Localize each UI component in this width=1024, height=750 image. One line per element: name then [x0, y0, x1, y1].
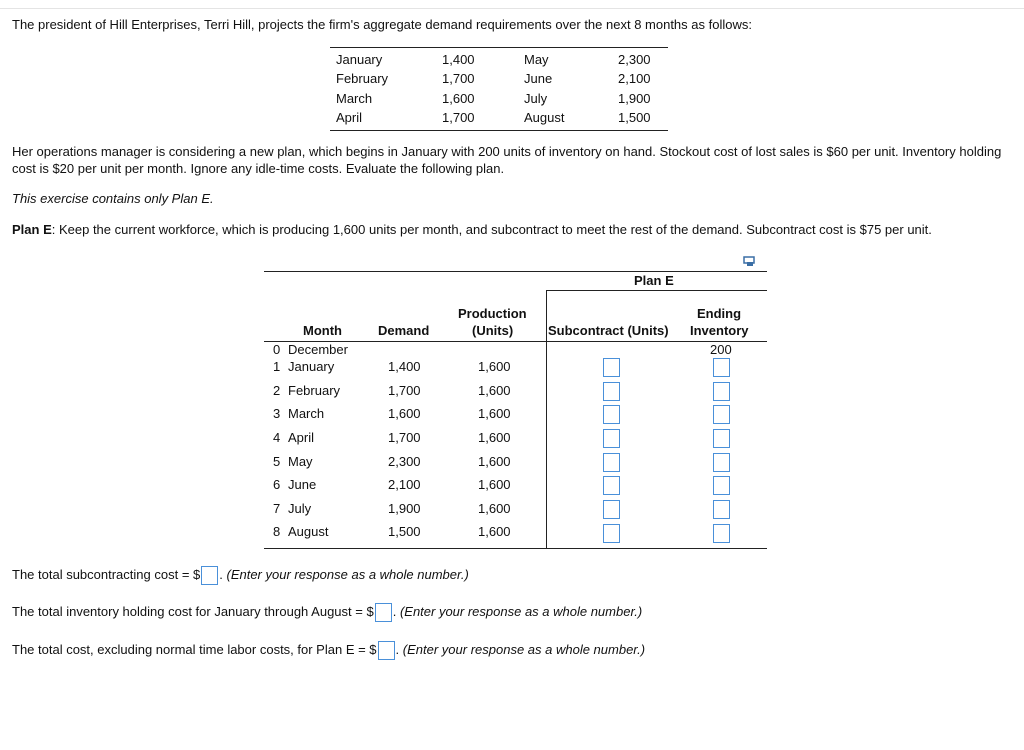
- question-note: (Enter your response as a whole number.): [399, 603, 643, 619]
- question-note: (Enter your response as a whole number.): [402, 641, 646, 657]
- plan-desc-text: : Keep the current workforce, which is producing 1,600 units per month, and subcontract to meet the rest of the demand. Subcontract cost is $75 per unit.: [51, 222, 932, 237]
- question-label: The total cost, excluding normal time labor costs, for Plan E = $: [12, 641, 377, 657]
- ending-inventory-input[interactable]: [713, 405, 730, 424]
- holding-cost-input[interactable]: [375, 603, 392, 622]
- row-month: June: [288, 477, 317, 492]
- row-num: 2: [273, 383, 281, 398]
- row-demand: 1,400: [388, 359, 421, 374]
- row-production: 1,600: [478, 406, 511, 421]
- top-divider: [0, 8, 1024, 9]
- row-production: 1,600: [478, 477, 511, 492]
- table-top-rule: [264, 271, 767, 272]
- row-production: 1,600: [478, 430, 511, 445]
- header-ending: Ending: [697, 306, 742, 321]
- plan-description: [12, 222, 932, 237]
- header-inventory: Inventory: [690, 323, 749, 338]
- subcontract-input[interactable]: [603, 453, 620, 472]
- demand-value: 1,700: [442, 110, 475, 125]
- ending-inventory-input[interactable]: [713, 358, 730, 377]
- intro-text: The president of Hill Enterprises, Terri Hill, projects the firm's aggregate demand requirements over the next 8 months as follows:: [12, 17, 752, 32]
- row-production: 1,600: [478, 524, 511, 539]
- subcontract-input[interactable]: [603, 524, 620, 543]
- header-subcontract: Subcontract (Units): [548, 323, 669, 338]
- ending-inventory-input[interactable]: [713, 382, 730, 401]
- row-num: 4: [273, 430, 281, 445]
- question-label: The total inventory holding cost for January through August = $: [12, 603, 374, 619]
- demand-table: [330, 47, 668, 131]
- demand-value: 1,700: [442, 71, 475, 86]
- row-month: January: [288, 359, 335, 374]
- row-num: 5: [273, 454, 281, 469]
- header-demand: Demand: [378, 323, 430, 338]
- row-month: July: [288, 501, 312, 516]
- question-holding-cost: The total inventory holding cost for January through August = $ . (Enter your response as a whole number.): [12, 603, 642, 622]
- total-cost-input[interactable]: [378, 641, 395, 660]
- table-bottom-rule: [264, 548, 767, 549]
- row-month: May: [288, 454, 313, 469]
- row-demand: 1,500: [388, 524, 421, 539]
- subcontract-input[interactable]: [603, 476, 620, 495]
- row-production: 1,600: [478, 454, 511, 469]
- row-demand: 1,700: [388, 430, 421, 445]
- demand-value: 1,500: [618, 110, 651, 125]
- demand-month: August: [524, 110, 565, 125]
- subcontract-input[interactable]: [603, 500, 620, 519]
- question-note: (Enter your response as a whole number.): [226, 566, 469, 582]
- ending-inventory-input[interactable]: [713, 524, 730, 543]
- row-month: February: [288, 383, 341, 398]
- exercise-note: This exercise contains only Plan E.: [12, 191, 214, 206]
- row-month: March: [288, 406, 325, 421]
- row-demand: 1,700: [388, 383, 421, 398]
- row-month: August: [288, 524, 329, 539]
- row-demand: 2,300: [388, 454, 421, 469]
- demand-month: February: [336, 71, 389, 86]
- header-production-units: (Units): [472, 323, 514, 338]
- row-demand: 1,600: [388, 406, 421, 421]
- row-month: December: [288, 342, 348, 357]
- demand-value: 1,600: [442, 91, 475, 106]
- demand-value: 2,100: [618, 71, 651, 86]
- header-month: Month: [303, 323, 342, 338]
- ending-inventory-input[interactable]: [713, 476, 730, 495]
- demand-value: 1,400: [442, 52, 475, 67]
- row-num: 0: [273, 342, 281, 357]
- subcontract-input[interactable]: [603, 358, 620, 377]
- ending-inventory-input[interactable]: [713, 500, 730, 519]
- row-num: 3: [273, 406, 281, 421]
- header-production: Production: [458, 306, 527, 321]
- question-total-cost: The total cost, excluding normal time labor costs, for Plan E = $ . (Enter your response as a whole number.): [12, 641, 645, 660]
- row-num: 6: [273, 477, 281, 492]
- subcontract-input[interactable]: [603, 382, 620, 401]
- demand-month: January: [336, 52, 383, 67]
- row-num: 1: [273, 359, 281, 374]
- row-demand: 2,100: [388, 477, 421, 492]
- row-demand: 1,900: [388, 501, 421, 516]
- ending-inventory-input[interactable]: [713, 453, 730, 472]
- question-label: The total subcontracting cost = $: [12, 566, 201, 582]
- demand-month: April: [336, 110, 363, 125]
- plan-divider: [546, 291, 547, 548]
- scenario-paragraph: Her operations manager is considering a new plan, which begins in January with 200 units of inventory on hand. Stockout cost of lost sales is $60 per unit. Inventory holding cost is $20 per unit per month. Ignore any idle-time costs. Evaluate the following plan.: [12, 144, 1002, 176]
- subcontract-cost-input[interactable]: [201, 566, 218, 585]
- question-subcontract-cost: The total subcontracting cost = $ . (Enter your response as a whole number.): [12, 566, 469, 585]
- row-num: 8: [273, 524, 281, 539]
- row-production: 1,600: [478, 383, 511, 398]
- plan-label: Plan E: [12, 222, 52, 237]
- subcontract-input[interactable]: [603, 429, 620, 448]
- copy-icon[interactable]: [743, 256, 757, 268]
- demand-value: 2,300: [618, 52, 651, 67]
- initial-inventory: 200: [710, 342, 732, 357]
- demand-month: May: [524, 52, 549, 67]
- demand-month: March: [336, 91, 373, 106]
- row-production: 1,600: [478, 359, 511, 374]
- row-num: 7: [273, 501, 281, 516]
- row-production: 1,600: [478, 501, 511, 516]
- demand-value: 1,900: [618, 91, 651, 106]
- demand-month: June: [524, 71, 553, 86]
- row-month: April: [288, 430, 315, 445]
- subcontract-input[interactable]: [603, 405, 620, 424]
- ending-inventory-input[interactable]: [713, 429, 730, 448]
- plan-group-header: Plan E: [634, 273, 674, 288]
- demand-month: July: [524, 91, 548, 106]
- group-header-rule: [546, 290, 767, 291]
